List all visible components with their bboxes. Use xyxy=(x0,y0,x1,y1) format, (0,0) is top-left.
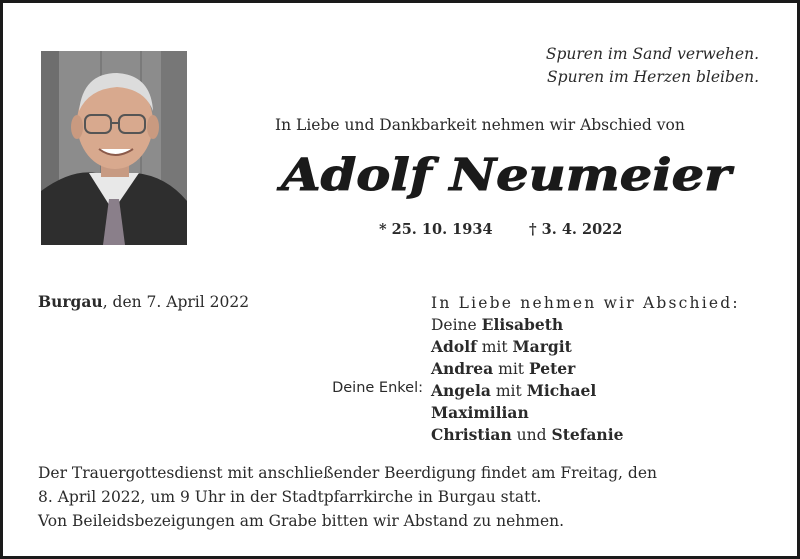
deceased-name xyxy=(275,143,737,205)
quote-line-2: Spuren im Herzen bleiben. xyxy=(547,68,759,86)
mourner-row xyxy=(431,314,771,336)
birth-date: * 25. 10. 1934 xyxy=(379,221,493,238)
death-date: † 3. 4. 2022 xyxy=(529,221,623,238)
mourner-partner: Peter xyxy=(528,359,576,378)
memorial-quote xyxy=(546,43,759,89)
place-date: , den 7. April 2022 xyxy=(102,293,250,311)
deceased-name-text: Adolf Neumeier xyxy=(276,150,735,201)
mourner-partner: Michael xyxy=(526,381,597,400)
quote-line-1: Spuren im Sand verwehen. xyxy=(545,45,759,63)
intro-text: In Liebe und Dankbarkeit nehmen wir Abschied von xyxy=(275,116,685,134)
mourner-joiner: mit xyxy=(493,360,529,378)
place-city: Burgau xyxy=(38,292,103,311)
funeral-info-line-3: Von Beileidsbezeigungen am Grabe bitten wir Abstand zu nehmen. xyxy=(38,512,565,530)
mourner-name: Maximilian xyxy=(431,403,529,422)
mourner-row xyxy=(431,380,771,402)
portrait-icon xyxy=(41,51,187,245)
mourner-partner: Stefanie xyxy=(551,425,624,444)
mourner-name: Adolf xyxy=(431,337,477,356)
mourner-joiner: mit xyxy=(476,338,513,356)
mourner-partner: Margit xyxy=(512,337,572,356)
mourners-heading: In Liebe nehmen wir Abschied: xyxy=(431,294,740,312)
mourner-name: Andrea xyxy=(431,359,494,378)
mourner-name: Elisabeth xyxy=(481,315,564,334)
mourner-row xyxy=(431,402,771,424)
mourner-row xyxy=(431,358,771,380)
funeral-info-line-1: Der Trauergottesdienst mit anschließender Beerdigung findet am Freitag, den xyxy=(38,464,657,482)
mourner-row xyxy=(431,336,771,358)
grandchildren-label: Deine Enkel: xyxy=(332,380,423,396)
mourner-name: Angela xyxy=(431,381,491,400)
place-and-date xyxy=(38,292,249,311)
funeral-info xyxy=(38,461,758,533)
mourner-joiner: mit xyxy=(490,382,527,400)
portrait-photo xyxy=(41,51,187,245)
mourner-prefix: Deine xyxy=(431,316,482,334)
mourners-list xyxy=(431,292,771,446)
mourner-joiner: und xyxy=(511,426,552,444)
mourner-name: Christian xyxy=(431,425,512,444)
funeral-info-line-2: 8. April 2022, um 9 Uhr in der Stadtpfarrkirche in Burgau statt. xyxy=(38,488,542,506)
mourner-row xyxy=(431,424,771,446)
